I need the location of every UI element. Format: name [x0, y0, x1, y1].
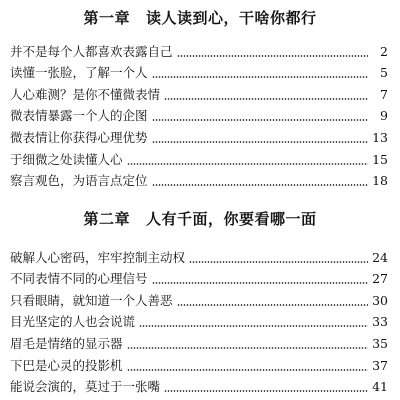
dot-leader	[152, 76, 368, 78]
toc-entry[interactable]	[0, 38, 400, 60]
entry-title: 微表情暴露一个人的企图	[10, 108, 148, 124]
chapter-title: 读人读到心，干啥你都行	[146, 9, 317, 27]
entry-page-number: 5	[380, 65, 388, 81]
entry-title: 人心难测？是你不懂微表情	[10, 86, 161, 102]
entry-page-number: 35	[372, 335, 388, 351]
chapter-heading	[0, 3, 400, 33]
entry-page-number: 33	[372, 314, 388, 330]
chapter-number: 第二章	[83, 210, 130, 228]
dot-leader	[127, 369, 368, 371]
toc-entry[interactable]	[0, 266, 400, 288]
entry-title: 目光坚定的人也会说谎	[10, 314, 136, 330]
toc-entry[interactable]	[0, 244, 400, 266]
entry-page-number: 24	[372, 249, 388, 265]
dot-leader	[152, 282, 368, 284]
toc-entry[interactable]	[0, 168, 400, 190]
entry-title: 能说会演的，莫过于一张嘴	[10, 379, 161, 395]
entry-page-number: 27	[372, 271, 388, 287]
dot-leader	[177, 304, 368, 306]
chapter-number: 第一章	[83, 9, 130, 27]
toc-entry[interactable]	[0, 287, 400, 309]
dot-leader	[152, 184, 368, 186]
toc-entry[interactable]	[0, 103, 400, 125]
entry-title: 下巴是心灵的投影机	[10, 357, 123, 373]
entry-page-number: 18	[372, 173, 388, 189]
dot-leader	[127, 347, 368, 349]
entry-title: 并不是每个人都喜欢表露自己	[10, 43, 173, 59]
chapter-heading	[0, 204, 400, 234]
entry-page-number: 7	[380, 86, 388, 102]
toc-entry[interactable]	[0, 146, 400, 168]
entry-title: 破解人心密码，牢牢控制主动权	[10, 249, 186, 265]
chapter-1	[0, 3, 400, 189]
entry-page-number: 13	[372, 129, 388, 145]
chapter-title: 人有千面，你要看哪一面	[146, 210, 317, 228]
toc-entry[interactable]	[0, 330, 400, 352]
dot-leader	[164, 98, 368, 100]
entry-title: 眉毛是情绪的显示器	[10, 335, 123, 351]
entry-title: 微表情让你获得心理优势	[10, 129, 148, 145]
dot-leader	[164, 390, 368, 392]
chapter-entries	[0, 38, 400, 189]
entry-title: 察言观色，为语言点定位	[10, 173, 148, 189]
toc-entry[interactable]	[0, 309, 400, 331]
chapter-2	[0, 204, 400, 395]
toc-entry[interactable]	[0, 124, 400, 146]
toc-entry[interactable]	[0, 60, 400, 82]
entry-title: 不同表情不同的心理信号	[10, 271, 148, 287]
dot-leader	[152, 141, 368, 143]
dot-leader	[152, 119, 368, 121]
toc-entry[interactable]	[0, 374, 400, 396]
dot-leader	[189, 261, 368, 263]
entry-title: 于细微之处读懂人心	[10, 151, 123, 167]
toc-entry[interactable]	[0, 352, 400, 374]
entry-title: 只看眼睛，就知道一个人善恶	[10, 292, 173, 308]
entry-page-number: 37	[372, 357, 388, 373]
entry-page-number: 41	[372, 379, 388, 395]
entry-page-number: 2	[380, 43, 388, 59]
toc-entry[interactable]	[0, 81, 400, 103]
entry-page-number: 15	[372, 151, 388, 167]
dot-leader	[127, 163, 368, 165]
chapter-entries	[0, 244, 400, 395]
dot-leader	[139, 325, 368, 327]
dot-leader	[177, 55, 368, 57]
entry-title: 读懂一张脸，了解一个人	[10, 65, 148, 81]
entry-page-number: 9	[380, 108, 388, 124]
entry-page-number: 30	[372, 292, 388, 308]
